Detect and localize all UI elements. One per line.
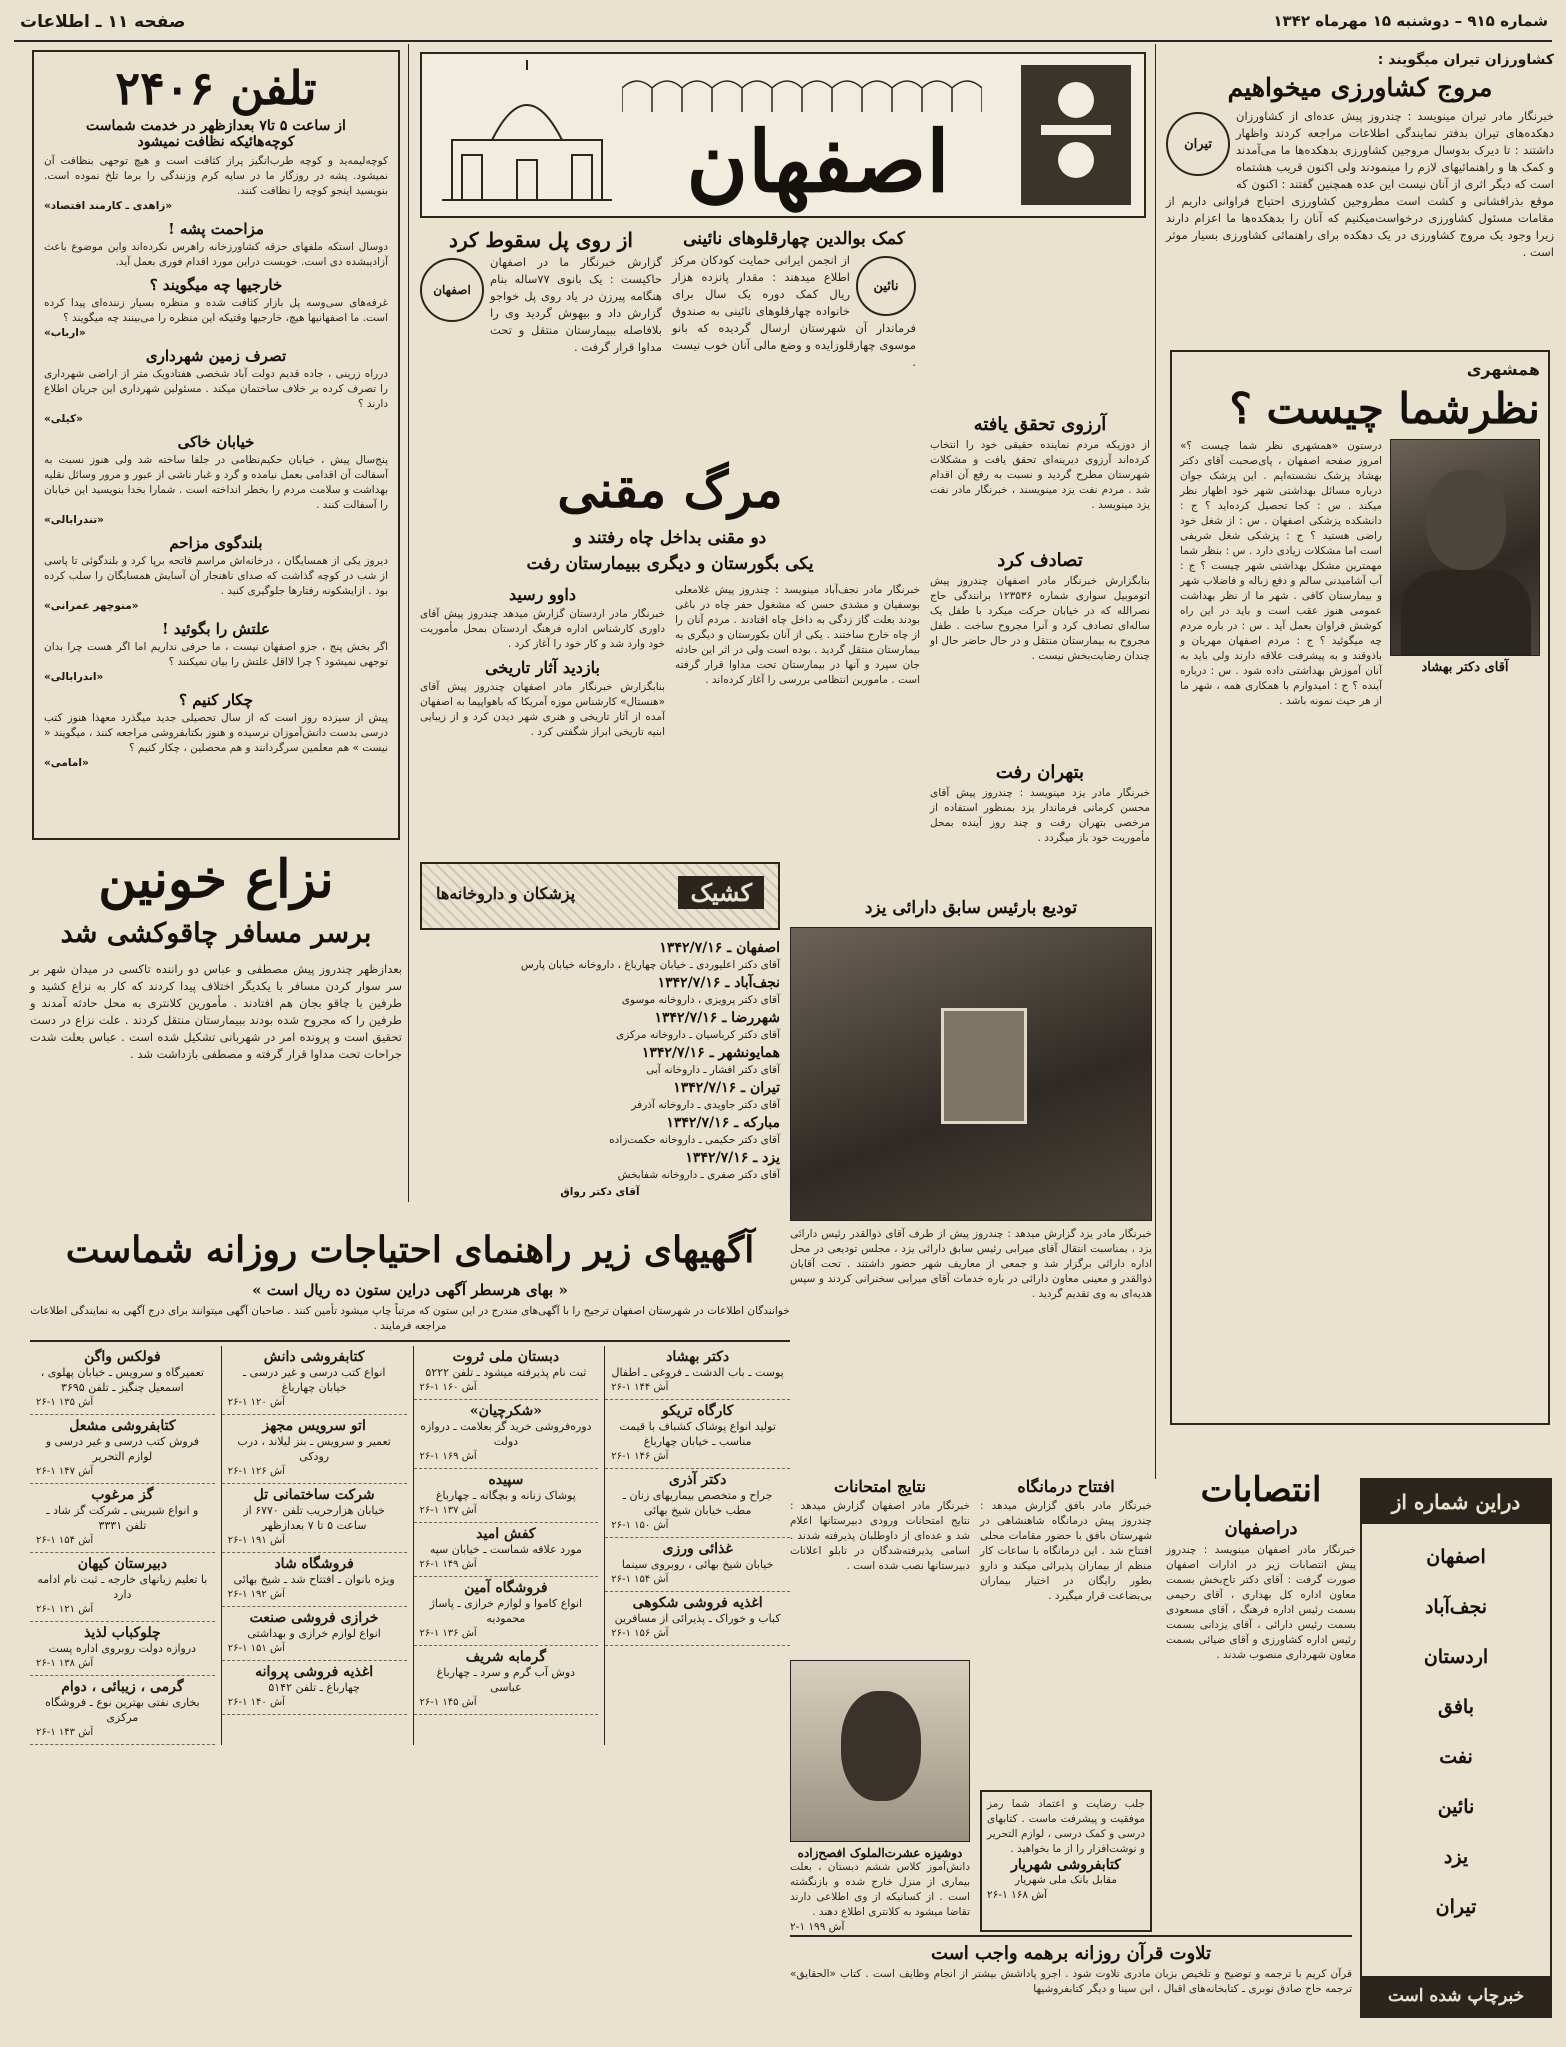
clinic-article: [980, 1475, 1152, 1775]
ad-listing: [222, 1346, 407, 1415]
exams-body: خبرنگار مادر اصفهان گزارش میدهد : نتایج امتحانات ورودی دبیرستانها اعلام شد و عده‌ای از داوطلبان پذیرفته شدند . اسامی پذیرفته‌شدگان در تابلو اعلانات دبیرستانها نصب شده است .: [790, 1500, 970, 1572]
death-body: خبرنگار مادر نجف‌آباد مینویسد : چندروز پیش غلامعلی بوسفیان و مشدی حسن که مشغول حفر چاه در باغی بودند بعلت گاز زدگی به داخل چاه افتادند . مردم آنان را از چاه خارج ساختند . یکی از آنان بکورستان و دیگری به بیمارستان منتقل گردید . بوده است ولی در اثر این حادثه جان سپرد و آنها در بیمارستان تحت مداوا قرار گرفته است . مامورین انتظامی بررسی را آغاز کرده‌اند .: [675, 584, 920, 686]
ads-intro: خوانندگان اطلاعات در شهرستان اصفهان ترجیح را با آگهی‌های مندرج در این ستون که مرتباً چاپ میشود تأمین کنند . صاحبان آگهی میتوانند برای درج آگهی به نمایندگی اطلاعات مراجعه فرمایند .: [30, 1305, 790, 1332]
wish-title: آرزوی تحقق یافته: [973, 414, 1107, 435]
ad-body: ویژه بانوان ـ افتتاح شد ـ شیخ بهائی: [233, 1573, 395, 1586]
farewell-body: خبرنگار مادر یزد گزارش میدهد : چندروز پیش از طرف آقای ذوالقدر رئیس دارائی یزد ، بمناسبت انتقال آقای میرابی رئیس سابق دارائی یزد ، مجلس تودیعی در محل اداره دارائی برگزار شد و جمعی از معاریف شهر حضور داشتند . تحت آقایان ذوالقدر و معینی معاون دارائی در باره خدمات آقای میرابی سخنرانی کردند و سپس هدیه‌ای به وی تقدیم گردید .: [790, 1228, 1152, 1300]
oncall-banner-sub: پزشکان و داروخانه‌ها: [436, 884, 576, 903]
ad-listing: [222, 1484, 407, 1553]
oncall-city: نجف‌آباد ـ ۱۳۴۲/۷/۱۶: [657, 975, 780, 991]
feud-subtitle: برسر مسافر چاقوکشی شد: [60, 918, 372, 949]
child-body: دانش‌آموز کلاس ششم دبستان ، بعلت بیماری از منزل خارج شده و بازنگشته است . از کسانیکه از وی اطلاعی دارند تقاضا میشود به کلانتری اطلاع دهند .: [790, 1861, 970, 1918]
oncall-city: یزد ـ ۱۳۴۲/۷/۱۶: [685, 1150, 780, 1166]
ad-code: آش ۱۵۴ ۱-۲۶: [611, 1574, 669, 1585]
ad-title: فولکس واگن: [84, 1349, 161, 1365]
ad-body: تعمیرگاه و سرویس ـ خیابان پهلوی ، اسمعیل چنگیز ـ تلفن ۳۶۹۵: [40, 1366, 204, 1394]
ad-body: تولید انواع پوشاک کشباف با قیمت مناسب ـ خیابان چهارباغ: [619, 1420, 776, 1448]
phone-item-signature: «کیلی»: [44, 413, 83, 425]
ad-title: فروشگاه شاد: [274, 1556, 354, 1572]
oncall-box: [420, 862, 780, 1200]
seal-label: اصفهان: [433, 283, 471, 297]
appointments-title: انتصابات: [1200, 1470, 1322, 1510]
toc-item: تیران: [1435, 1896, 1477, 1918]
phone-item-heading: چکار کنیم ؟: [179, 691, 253, 709]
phone-item-heading: مزاحمت پشه !: [168, 220, 264, 238]
ad-listing: [414, 1400, 599, 1469]
phone-title: تلفن ۲۴۰۶: [115, 61, 317, 115]
ad-code: آش ۱۵۴ ۱-۲۶: [36, 1535, 94, 1546]
feud-body: بعدازظهر چندروز پیش مصطفی و عباس دو راننده تاکسی در میدان شهر بر سر سوار کردن مسافر با یکدیگر اختلاف پیدا کردند که کار به نزاع کشید و طرفین با چاقو بجان هم افتادند . مأمورین کلانتری به محل حادثه آمدند و طرفین را که مجروح شده بودند ببیمارستان منتقل کردند . علت نزاع در دست تحقیق است و پرونده امر در شهربانی تشکیل شده است . عباس بعلت شدت جراحات تحت مداوا قرار گرفته و مصطفی بازداشت شد .: [30, 962, 402, 1061]
ads-column-4: [30, 1346, 215, 1745]
toc-item: یزد: [1443, 1846, 1469, 1868]
ad-code: آش ۱۴۶ ۱-۲۶: [611, 1451, 669, 1462]
oncall-doctor: آقای دکتر کرباسیان ـ داروخانه مرکزی: [616, 1029, 780, 1041]
ad-code: آش ۱۲۱ ۱-۲۶: [36, 1604, 94, 1615]
oncall-city: اصفهان ـ ۱۳۴۲/۷/۱۶: [659, 940, 780, 956]
ad-code: آش ۱۲۰ ۱-۲۶: [227, 1397, 285, 1408]
nain-stamp: [856, 256, 916, 316]
toc-footer: خبرچاپ شده است: [1362, 1976, 1550, 2016]
seal-stamp: [420, 258, 484, 322]
phone-item-body: اگر بخش پنج ، جزو اصفهان نیست ، ما حرفی نداریم اما اگر هست چرا بدان توجهی نمیشود ؟ چرا لااقل علتش را بیان نمیکنند ؟: [44, 641, 388, 668]
nain-stamp-label: نائین: [873, 278, 899, 294]
toc-item: بافق: [1437, 1696, 1474, 1718]
bookshop-ad: [980, 1790, 1152, 1932]
oncall-doctor: آقای دکتر جاویدی ـ داروخانه آذرفر: [631, 1099, 780, 1111]
death-subtitle-2: یکی بگورستان و دیگری ببیمارستان رفت: [526, 554, 814, 574]
ads-section: [30, 1222, 790, 2022]
ad-title: چلوکباب لذیذ: [84, 1625, 161, 1641]
dawood-body: خبرنگار مادر اردستان گزارش میدهد چندروز پیش آقای داوری کارشناس اداره فرهنگ اردستان بمحل مأموریت خود وارد شد و کار خود را آغاز کرد .: [420, 608, 665, 650]
ad-code: آش ۱۹۲ ۱-۲۶: [227, 1589, 285, 1600]
relics-title: بازدید آثار تاریخی: [485, 658, 600, 677]
ad-listing: [30, 1484, 215, 1553]
appointments-subtitle: دراصفهان: [1224, 1518, 1298, 1539]
nain-title: کمک بوالدین چهارقلوهای نائینی: [683, 229, 905, 249]
child-code: آش ۱۹۹ ۱-۲: [790, 1921, 845, 1933]
column-rule: [1155, 44, 1156, 1479]
isfahan-banner: [420, 52, 1146, 218]
oncall-city: شهررضا ـ ۱۳۴۲/۷/۱۶: [654, 1010, 780, 1026]
ad-listing: [414, 1523, 599, 1577]
exams-article: [790, 1475, 970, 1605]
oncall-doctor: آقای دکتر حکیمی ـ داروخانه حکمت‌زاده: [609, 1134, 780, 1146]
ad-title: دکتر آذری: [668, 1472, 727, 1488]
ad-code: آش ۱۴۰ ۱-۲۶: [227, 1697, 285, 1708]
farewell-article: [790, 895, 1152, 1460]
ad-code: آش ۱۹۱ ۱-۲۶: [227, 1535, 285, 1546]
toc-item: نائین: [1437, 1796, 1475, 1818]
ad-title: کتابفروشی دانش: [263, 1349, 365, 1365]
ad-title: کتابفروشی مشعل: [69, 1418, 176, 1434]
farmers-article: [1166, 52, 1554, 362]
phone-item-heading: بلندگوی مزاحم: [169, 534, 263, 552]
tiran-stamp: [1166, 112, 1230, 176]
bookshop-code: آش ۱۶۸ ۱-۲۶: [987, 1889, 1048, 1901]
ad-code: آش ۱۴۵ ۱-۲۶: [419, 1697, 477, 1708]
mosque-illustration: [432, 60, 622, 210]
accident-body: بنابگزارش خبرنگار مادر اصفهان چندروز پیش اتوموبیل سواری شماره ۱۲۳۵۳۶ برانندگی حاج نصرالله که در خیابان حرکت میکرد با طفل یک ساله‌ای تصادف کرد و آنرا مجروح ساخت . طفل مجروح به بیمارستان منتقل و در حال حاضر حال او چندان رضایت‌بخش نیست .: [930, 575, 1151, 662]
tehran-title: بتهران رفت: [995, 762, 1085, 783]
phone-item-signature: «تندرابالی»: [44, 514, 104, 526]
opinion-caption: آقای دکتر بهشاد: [1421, 660, 1509, 675]
ad-listing: [222, 1415, 407, 1484]
opinion-title: نظرشما چیست ؟: [1229, 384, 1540, 433]
feud-title: نزاع خونین: [98, 849, 334, 910]
oncall-banner-title: کشیک: [678, 876, 764, 909]
ad-code: آش ۱۳۶ ۱-۲۶: [419, 1628, 477, 1639]
ad-title: شرکت ساختمانی تل: [253, 1487, 375, 1503]
ads-column-3: [221, 1346, 407, 1745]
death-article: [420, 455, 920, 850]
ad-body: خیابان شیخ بهائی ، روبروی سینما: [621, 1558, 774, 1571]
phone-items: [44, 154, 388, 771]
ad-listing: [30, 1676, 215, 1745]
clinic-title: افتتاح درمانگاه: [1017, 1477, 1115, 1496]
toc-item: اصفهان: [1426, 1546, 1486, 1568]
ad-listing: [30, 1622, 215, 1676]
ad-listing: [605, 1400, 790, 1469]
farewell-photo: [790, 927, 1152, 1221]
ad-title: کارگاه تریکو: [661, 1403, 734, 1419]
isfahan-banner-title: اصفهان: [686, 112, 950, 211]
quran-title: تلاوت قرآن روزانه برهمه واجب است: [931, 1943, 1211, 1964]
oncall-city: تیران ـ ۱۳۴۲/۷/۱۶: [673, 1080, 780, 1096]
ad-body: کباب و خوراک ـ پذیرائی از مسافرین: [614, 1612, 781, 1625]
ads-price: « بهای هرسطر آگهی دراین ستون ده ریال است »: [252, 1281, 568, 1299]
ad-code: آش ۱۶۹ ۱-۲۶: [419, 1451, 477, 1462]
death-subtitle-1: دو مقنی بداخل چاه رفتند و: [573, 528, 767, 548]
phone-item-heading: علتش را بگوئید !: [161, 620, 270, 638]
ad-listing: [30, 1346, 215, 1415]
ad-body: با تعلیم زبانهای خارجه ـ ثبت نام ادامه دارد: [37, 1573, 208, 1601]
ad-code: آش ۱۶۰ ۱-۲۶: [419, 1382, 477, 1393]
ad-code: آش ۱۳۸ ۱-۲۶: [36, 1658, 94, 1669]
ad-title: اتو سرویس مجهز: [262, 1418, 366, 1434]
child-photo: [790, 1660, 970, 1842]
bookshop-body: جلب رضایت و اعتماد شما رمز موفقیت و پیشرفت ماست . کتابهای درسی و کمک درسی ، لوازم التحریر و نوشت‌افزار را از ما بخواهید .: [987, 1798, 1145, 1855]
oncall-city: همایونشهر ـ ۱۳۴۲/۷/۱۶: [641, 1045, 780, 1061]
portrait-frame: [941, 1008, 1027, 1124]
ad-body: تعمیر و سرویس ـ بنز لیلاند ، درب رودکی: [237, 1435, 391, 1463]
phone-subtitle: کوچه‌هائیکه نظافت نمیشود: [137, 134, 295, 150]
ads-column-1: [604, 1346, 790, 1745]
clinic-body: خبرنگار مادر بافق گزارش میدهد : چندروز پیش درمانگاه شاهنشاهی در شهرستان بافق با حضور مقامات محلی افتتاح شد . این درمانگاه با ساعات کار منظم از بیماران پذیرائی میکند و دارو بطور رایگان در اختیار بیماران بی‌بضاعت قرار میگیرد .: [980, 1500, 1152, 1602]
ad-body: دروازه دولت روبروی اداره پست: [48, 1642, 197, 1655]
ad-code: آش ۱۲۶ ۱-۲۶: [227, 1466, 285, 1477]
ad-listing: [30, 1553, 215, 1622]
ad-listing: [414, 1346, 599, 1400]
ad-listing: [30, 1415, 215, 1484]
farmers-body: خبرنگار مادر تیران مینویسد : چندروز پیش عده‌ای از کشاورزان دهکده‌های تیران بدفتر نمایندگی اطلاعات مراجعه کردند واظهار داشتند : تا دیرک بدوسال مروجین کشاورزی بدهکده‌ها ما می‌آمدند و کمک ها و راهنمائیهای لازم را مینمودند ولی اکنون قریب هشتماه است که دیگر اثری از آنان نیست این عده همچنین گفتند : اکنون که موقع بذرافشانی و کشت است مطروجین کشاورزی احتیاج فراوانی داریم از مقامات مسئول کشاورزی درخواست‌میکنیم که آنان را بدهکده‌ها ما اعزام دارند زیرا وجود یک مروج کشاورزی در یک دهکده برای راهنمائی کشاورزی بسیار موثر است .: [1166, 109, 1554, 259]
opinion-photo: [1390, 439, 1540, 656]
ad-body: خیابان هزارجریب تلفن ۶۷۷۰ از ساعت ۵ تا ۷ بعدازظهر: [243, 1504, 385, 1532]
oncall-city: مبارکه ـ ۱۳۴۲/۷/۱۶: [666, 1115, 780, 1131]
nain-body: از انجمن ایرانی حمایت کودکان مرکز اطلاع میدهند : مقدار پانزده هزار ریال کمک دوره یک سال برای خانواده چهارقلوهای نائینی به صندوق فرماندار آن شهرستان ارسال گردیده که بانو موسوی چهارقلوزایده و وضع مالی آنان خوب نیست .: [672, 253, 916, 369]
ad-title: گرمی ، زیبائی ، دوام: [61, 1679, 184, 1695]
ad-listing: [414, 1577, 599, 1646]
ad-title: سپیده: [488, 1472, 524, 1488]
wish-body: از دوزیکه مردم نماینده حقیقی خود را انتخاب کرده‌اند آرزوی دیرینه‌ای تحقق یافت و مشکلات شهرستان مطرح گردید و نسبت به رفع آن اقدام شد . مردم نفت یزد مینویسند ، خبرنگار مادر نفت یزد مینویسد .: [930, 439, 1150, 511]
oncall-doctor: آقای دکتر پرویزی ، داروخانه موسوی: [621, 994, 780, 1006]
ads-column-2: [413, 1346, 599, 1745]
ad-body: انواع کتب درسی و غیر درسی ـ خیابان چهارباغ: [242, 1366, 386, 1394]
phone-item-body: غرفه‌های سی‌وسه پل بازار کثافت شده و منظره بسیار زننده‌ای پیدا کرده است. ما اصفهانیها هیچ، خارجیها وقتیکه این منظره را می‌بینند چه میگویند ؟: [44, 297, 388, 324]
oncall-banner: [420, 862, 780, 930]
ad-body: فروش کتب درسی و غیر درسی و لوازم التحریر: [45, 1435, 200, 1463]
ad-listing: [222, 1553, 407, 1607]
ad-body: پوست ـ باب الدشت ـ فروغی ـ اطفال: [611, 1366, 784, 1379]
arcade-lines: [622, 74, 982, 114]
bridge-title: از روی پل سقوط کرد: [449, 228, 633, 252]
farmers-title: مروج کشاورزی میخواهیم: [1227, 73, 1493, 102]
phone-item-body: دوسال استکه ملفهای حزقه کشاورزخانه راهرس نکرده‌اند واین موضوع باعث آزادیبشده دی است. خوبست دراین مورد اقدام فوری بعمل آید.: [44, 241, 388, 268]
child-face: [841, 1691, 921, 1801]
ad-title: دکتر بهشاد: [666, 1349, 730, 1365]
phone-item-body: پنج‌سال پیش ، خیابان حکیم‌نظامی در جلفا ساخته شد ولی هنوز نسبت به آسفالت آن اقدامی بعمل نیامده و گرد و غبار ناشی از عبور و مرور وسائل نقلیه بهداشت و سلامت مردم را بخطر انداخته است . شمارا بخدا بنویسید این خیابان را آسفالت کنند .: [44, 454, 388, 511]
farmers-kicker: کشاورزان تیران میگویند :: [1377, 52, 1554, 68]
tile-pattern: [1016, 60, 1136, 210]
phone-column: [32, 50, 400, 840]
ad-listing: [222, 1661, 407, 1715]
opinion-body: درستون «همشهری نظر شما چیست ؟» امروز صفحه اصفهان ، پای‌صحبت آقای دکتر بهشاد پزشک نشسته‌ایم . این پزشک جوان درباره مسائل بهداشتی شهر خود اظهار نظر میکند . س : کجا تحصیل کرده‌اید ؟ ج : دانشکده پزشکی اصفهان . س : از شغل خود راضی هستید ؟ ج : پزشکی شغل شریفی است اما مشکلات زیادی دارد . س : بنظر شما مهمترین مشکل بهداشتی شهر چیست ؟ ج : آب آشامیدنی سالم و دفع زباله و فاضلاب شهر و بیمارستان کافی . شهر ما از نظر بهداشت عمومی هنوز عقب است و باید در این راه کوشش فراوان بعمل آید . س : در باره مردم چه میگوئید ؟ ج : مردم اصفهان مهربان و باذوقند و به پیشرفت علاقه دارند ولی باید به آنان آموزش بهداشتی داده شود . س : درباره آینده ؟ ج : امیدوارم با همکاری همه ، شهر ما از هر حیث نمونه باشد .: [1180, 440, 1382, 707]
ad-listing: [605, 1592, 790, 1646]
tiran-stamp-label: تیران: [1184, 136, 1212, 152]
toc-box: [1360, 1478, 1552, 2018]
quran-notice: [790, 1935, 1352, 2035]
exams-title: نتایج امتحانات: [834, 1477, 926, 1496]
ad-body: مورد علاقه شماست ـ خیابان سپه: [429, 1543, 582, 1556]
ad-code: آش ۱۳۵ ۱-۲۶: [36, 1397, 94, 1408]
feud-article: [30, 845, 402, 1195]
ad-title: گز مرغوب: [91, 1487, 154, 1503]
ad-body: انواع کاموا و لوازم خرازی ـ پاساژ محمودیه: [429, 1597, 583, 1625]
ad-code: آش ۱۴۴ ۱-۲۶: [611, 1382, 669, 1393]
accident-article: [930, 548, 1150, 756]
portrait-body: [1401, 570, 1531, 655]
ad-title: دبیرستان کیهان: [77, 1556, 168, 1572]
quran-body: قرآن کریم با ترجمه و توضیح و تلخیص بزبان مادری تلاوت شود . اجرو پاداشش بیشتر از انجام وظایف است . کتاب «الحقایق» ترجمه حاج صادق نوبری ـ کتابخانه‌های اقبال ، ابن سینا و دیگر کتابفروشیها: [790, 1968, 1352, 1995]
portrait-head: [1426, 470, 1506, 570]
phone-item-heading: خیابان خاکی: [177, 433, 255, 451]
death-title: مرگ مقنی: [557, 460, 783, 519]
ad-title: «شکرچیان»: [469, 1403, 542, 1419]
phone-item-body: دیروز یکی از همسایگان ، درخانه‌اش مراسم فاتحه برپا کرد و بلندگوئی تا پاسی از شب در کوچه گذاشت که صدای ناهنجار آن آسایش همسایگان را سلب کرده بود . ازایشکونه رفتارها جلوگیری کنید .: [44, 555, 388, 597]
dawood-title: داوو رسید: [509, 585, 576, 604]
ad-title: اغذیه فروشی پروانه: [255, 1664, 374, 1680]
toc-list: [1362, 1524, 1550, 1940]
ad-body: ثبت نام پذیرفته میشود ـ تلفن ۵۲۲۲: [425, 1366, 587, 1379]
ad-title: گرمابه شریف: [465, 1649, 547, 1665]
farewell-title: تودیع بارئیس سابق دارائی یزد: [864, 898, 1078, 918]
relics-body: بنابگزارش خبرنگار مادر اصفهان چندروز پیش آقای «هنستال» کارشناس موزه آمریکا که باهواپیما به اصفهان آمده از آثار تاریخی و هنری شهر دیدن کرد و از زیبایی ابنیه تاریخی ابراز شگفتی کرد .: [420, 681, 665, 738]
ad-title: خرازی فروشی صنعت: [249, 1610, 379, 1626]
oncall-doctor: آقای دکتر افشار ـ داروخانه آبی: [646, 1064, 780, 1076]
opinion-box: [1170, 350, 1550, 1425]
phone-item-body: کوچه‌لیمه‌ید و کوچه طرب‌انگیز پراز کثافت است و هیچ توجهی بنظافت آن نمیشود. پشه در روزگار ما در سایه کرم وزنندگی را برما تلخ نموده است. بنویسید اینجو کوچه را نظافت کنند.: [44, 155, 388, 197]
ad-title: کفش امید: [476, 1526, 536, 1542]
ads-title: آگهیهای زیر راهنمای احتیاجات روزانه شماست: [65, 1229, 755, 1271]
ad-title: فروشگاه آمین: [464, 1580, 548, 1596]
toc-item: نفت: [1439, 1746, 1473, 1768]
bridge-body: گزارش خبرنگار ما در اصفهان حاکیست : یک بانوی ۷۷ساله بنام هنگامه پیرزن در یاد روی پل خواجو گزارش داد و بیهوش گردید وی را بلافاصله ببیمارستان منتقل و تحت مداوا قرار گرفت .: [490, 255, 663, 354]
phone-hours: از ساعت ۵ تا۷ بعدازظهر در خدمت شماست: [86, 118, 346, 134]
nain-article: [672, 226, 916, 406]
ad-body: دوش آب گرم و سرد ـ چهارباغ عباسی: [436, 1666, 576, 1694]
ad-body: دوره‌فروشی خرید گز بعلامت ـ دروازه دولت: [420, 1420, 592, 1448]
ad-title: دبستان ملی ثروت: [452, 1349, 560, 1365]
phone-item-signature: «امامی»: [44, 757, 89, 769]
ad-title: غذائی ورزی: [662, 1541, 733, 1557]
ad-code: آش ۱۳۷ ۱-۲۶: [419, 1505, 477, 1516]
opinion-kicker: همشهری: [1466, 360, 1540, 379]
masthead-rule: [14, 40, 1552, 42]
ad-body: انواع لوازم خرازی و بهداشتی: [247, 1627, 381, 1640]
child-caption: دوشیزه عشرت‌الملوک افصح‌زاده: [797, 1846, 963, 1860]
phone-item-body: پیش از سیزده روز است که از سال تحصیلی جدید میگذرد معهذا هنوز کتب درسی بدست دانش‌آموزان نرسیده و هنوز بکتابفروشی مراجعه کنند ، میگویند « نیست » هم معلمین سرگردانند و هم محصلین ، چکار کنیم ؟: [44, 712, 388, 754]
tehran-body: خبرنگار مادر یزد مینویسد : چندروز پیش آقای محسن کرمانی فرماندار یزد بمنظور استفاده از مرخصی بتهران رفت و چند روز آینده بمحل مأموریت خود باز میگردد .: [930, 787, 1150, 844]
bridge-article: [420, 226, 662, 446]
ad-listing: [414, 1469, 599, 1523]
ad-body: جراح و متخصص بیماریهای زنان ـ مطب خیابان شیخ بهائی: [622, 1489, 773, 1517]
appointments-body: خبرنگار مادر اصفهان مینویسد : چندروز پیش انتصابات زیر در ادارات اصفهان صورت گرفت : آقای دکتر تاج‌بخش بسمت معاون اداره کل بهداری ، آقای رحیمی بسمت رئیس اداره فرهنگ ، آقای مسعودی بسمت رئیس دارائی ، آقای یزدانی بسمت رئیس اداره کشاورزی و آقای ضیائی بسمت معاون شهرداری منصوب شدند .: [1166, 1544, 1356, 1661]
tehran-article: [930, 760, 1150, 892]
ad-code: آش ۱۴۳ ۱-۲۶: [36, 1727, 94, 1738]
bookshop-name: کتابفروشی شهریار: [1011, 1857, 1121, 1873]
wish-article: [930, 412, 1150, 544]
oncall-list: [420, 938, 780, 1183]
phone-item-signature: «زاهدی ـ کارمند اقتصاد»: [44, 200, 173, 212]
appointments-article: [1166, 1465, 1356, 1905]
ad-listing: [605, 1346, 790, 1400]
accident-title: تصادف کرد: [997, 550, 1083, 571]
phone-item-heading: خارجیها چه میگویند ؟: [149, 276, 283, 294]
oncall-footer: آقای دکتر رواق: [560, 1186, 640, 1198]
ad-code: آش ۱۵۰ ۱-۲۶: [611, 1520, 669, 1531]
ad-body: بخاری نفتی بهترین نوع ـ فروشگاه مرکزی: [45, 1696, 200, 1724]
ad-title: اغذیه فروشی شکوهی: [632, 1595, 763, 1611]
ad-code: آش ۱۴۹ ۱-۲۶: [419, 1559, 477, 1570]
ad-code: آش ۱۵۱ ۱-۲۶: [227, 1643, 285, 1654]
phone-item-body: درراه زرینی ، جاده قدیم دولت آباد شخصی هفتادویک متر از اراضی شهرداری را تصرف کرده بر خلاف ساختمان میکند . مسئولین شهرداری این جریان اطلاع دارند ؟: [44, 368, 388, 410]
ad-code: آش ۱۵۶ ۱-۲۶: [611, 1628, 669, 1639]
masthead-page: صفحه ۱۱ ـ اطلاعات: [20, 12, 186, 32]
ad-listing: [605, 1469, 790, 1538]
ad-body: پوشاک زنانه و بچگانه ـ چهارباغ: [435, 1489, 576, 1502]
ad-body: و انواع شیرینی ـ شرکت گز شاد ـ تلفن ۳۳۳۱: [46, 1504, 199, 1532]
column-rule: [408, 44, 409, 1202]
phone-item-signature: «ارباب»: [44, 327, 86, 339]
oncall-doctor: آقای دکتر صفری ـ داروخانه شفابخش: [617, 1169, 780, 1181]
ad-body: چهارباغ ـ تلفن ۵۱۴۲: [268, 1681, 360, 1694]
toc-title: دراین شماره از: [1362, 1480, 1550, 1524]
ad-listing: [222, 1607, 407, 1661]
toc-item: اردستان: [1423, 1646, 1489, 1668]
phone-item-heading: تصرف زمین شهرداری: [145, 347, 287, 365]
ad-listing: [605, 1538, 790, 1592]
masthead-issue: شماره ۹۱۵ – دوشنبه ۱۵ مهرماه ۱۳۴۲: [1273, 12, 1548, 30]
bookshop-address: مقابل بانک ملی شهریار: [1015, 1874, 1117, 1886]
ad-code: آش ۱۴۷ ۱-۲۶: [36, 1466, 94, 1477]
toc-item: نجف‌آباد: [1424, 1596, 1488, 1618]
oncall-doctor: آقای دکتر اعلیوردی ـ خیابان چهارباغ ، داروخانه خیابان پارس: [520, 959, 780, 971]
phone-item-signature: «منوچهر عمرانی»: [44, 600, 139, 612]
ad-listing: [414, 1646, 599, 1715]
phone-item-signature: «اندرابالی»: [44, 671, 104, 683]
